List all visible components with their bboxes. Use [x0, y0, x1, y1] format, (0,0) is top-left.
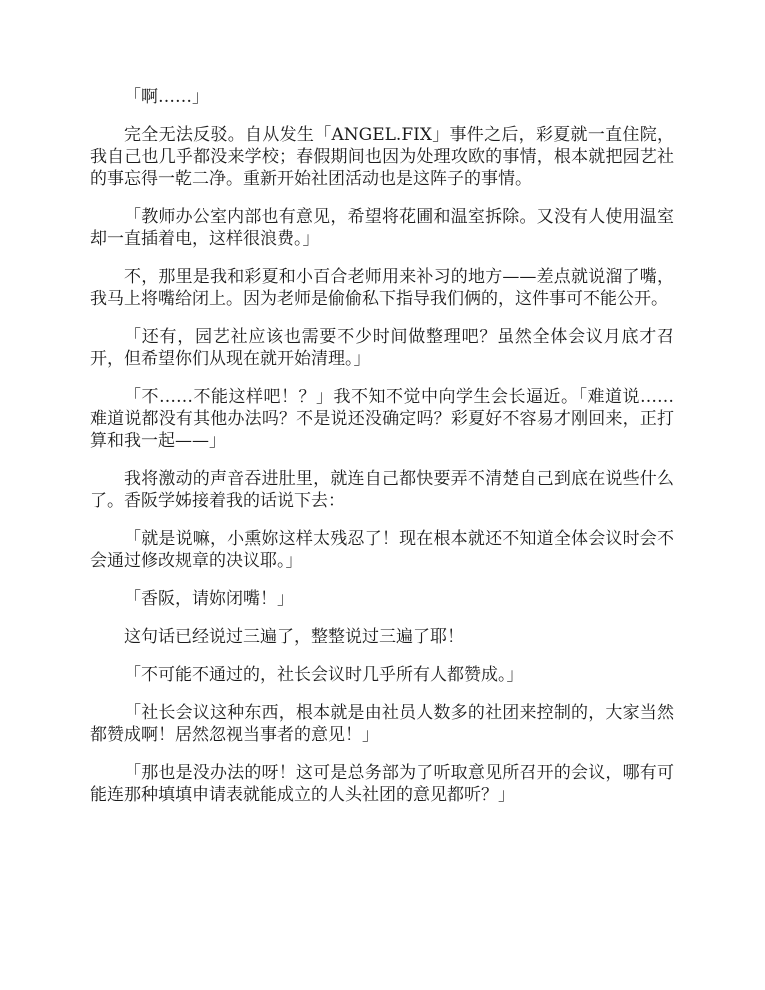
paragraph: 「教师办公室内部也有意见，希望将花圃和温室拆除。又没有人使用温室却一直插着电，这样很浪费。」: [90, 207, 674, 249]
paragraph: 不，那里是我和彩夏和小百合老师用来补习的地方——差点就说溜了嘴，我马上将嘴给闭上。因为老师是偷偷私下指导我们俩的，这件事可不能公开。: [90, 267, 674, 309]
paragraph: 「不可能不通过的，社长会议时几乎所有人都赞成。」: [124, 665, 524, 685]
paragraph: 我将激动的声音吞进肚里，就连自己都快要弄不清楚自己到底在说些什么了。香阪学姊接着我的话说下去：: [90, 469, 674, 511]
paragraph: 「啊……」: [124, 87, 209, 107]
paragraph: 完全无法反驳。自从发生「ANGEL.FIX」事件之后，彩夏就一直住院，我自己也几乎都没来学校；春假期间也因为处理攻欧的事情，根本就把园艺社的事忘得一乾二净。重新开始社团活动也是这阵子的事情。: [90, 125, 674, 189]
paragraph: 「就是说嘛，小熏妳这样太残忍了！现在根本就还不知道全体会议时会不会通过修改规章的决议耶。」: [90, 529, 674, 571]
document-page: [90, 86, 674, 822]
paragraph: 「还有，园艺社应该也需要不少时间做整理吧？虽然全体会议月底才召开，但希望你们从现在就开始清理。」: [90, 327, 674, 369]
paragraph: 「香阪，请妳闭嘴！」: [124, 589, 294, 609]
paragraph: 「社长会议这种东西，根本就是由社员人数多的社团来控制的，大家当然都赞成啊！居然忽视当事者的意见！」: [90, 703, 674, 745]
paragraph: 「那也是没办法的呀！这可是总务部为了听取意见所召开的会议，哪有可能连那种填填申请表就能成立的人头社团的意见都听？」: [90, 763, 674, 805]
paragraph: 这句话已经说过三遍了，整整说过三遍了耶！: [124, 627, 464, 647]
paragraph: 「不……不能这样吧！？」我不知不觉中向学生会长逼近。「难道说……难道说都没有其他办法吗？不是说还没确定吗？彩夏好不容易才刚回来，正打算和我一起——」: [90, 387, 674, 451]
